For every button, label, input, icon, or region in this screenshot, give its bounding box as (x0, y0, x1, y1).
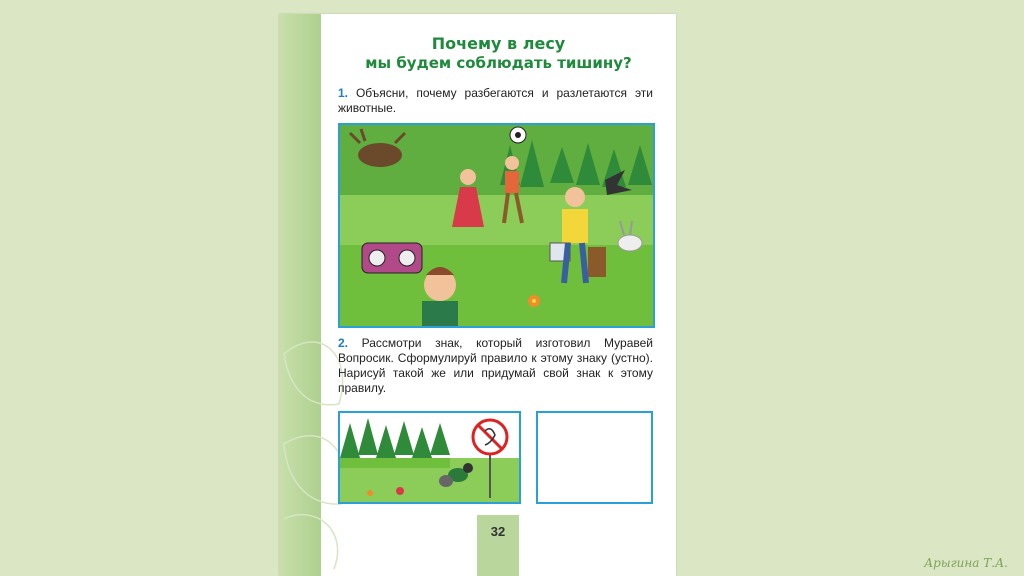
flower-icon (528, 295, 540, 307)
task-2 (338, 336, 653, 396)
ant-sign-illustration (338, 411, 521, 504)
task-1-number: 1. (338, 86, 349, 100)
boombox-icon (362, 243, 422, 273)
task-1 (338, 86, 653, 116)
ball-icon (510, 127, 526, 143)
drawing-answer-box (536, 411, 653, 504)
task-2-number: 2. (338, 336, 349, 350)
task-1-text: Объясни, почему разбегаются и разлетаются эти животные. (338, 86, 653, 115)
task-2-text: Рассмотри знак, который изготовил Муравей Вопросик. Сформулируй правило к этому знаку (устно). Нарисуй такой же или придумай свой знак к этому правилу. (338, 336, 654, 395)
textbook-page (279, 14, 676, 576)
page-title-line2: мы будем соблюдать тишину? (365, 54, 632, 72)
page-number: 32 (490, 524, 506, 539)
author-signature: Арыгина Т.А. (924, 556, 1008, 570)
forest-noise-illustration (338, 123, 655, 328)
page-title-line1: Почему в лесу (431, 34, 566, 53)
